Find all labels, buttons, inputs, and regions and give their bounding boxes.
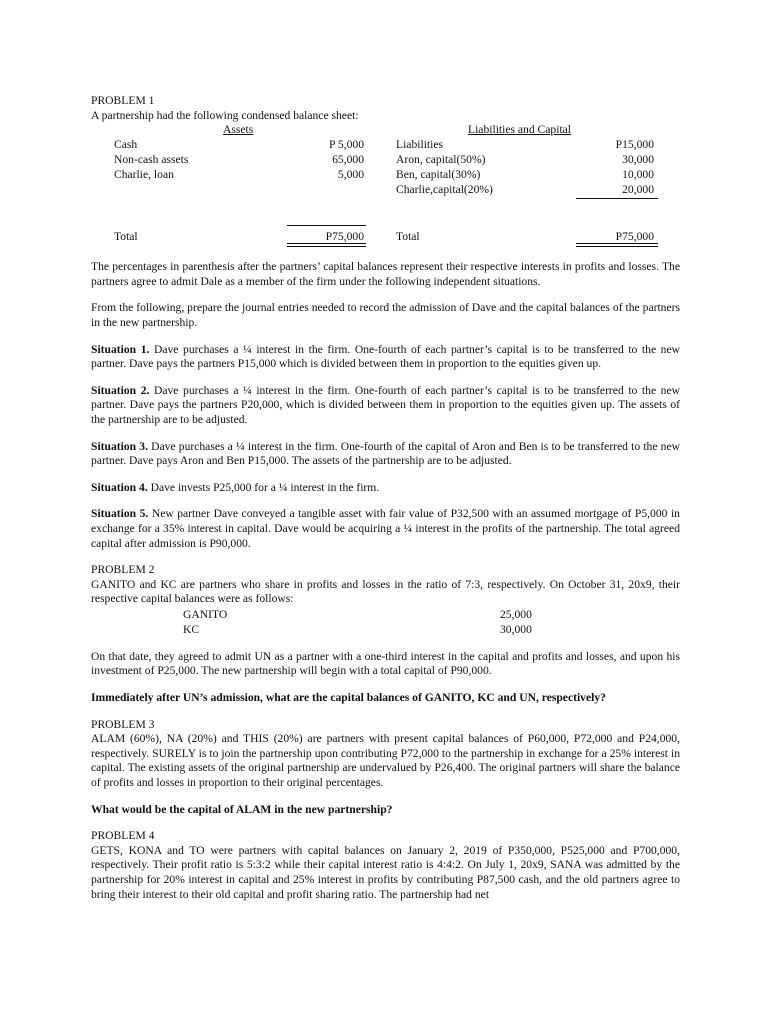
situation-1: [91, 343, 680, 372]
assets-total: P75,000: [325, 230, 364, 244]
situation-text: Dave purchases a ¼ interest in the firm. One-fourth of each partner’s capital is to be transferred to the new partner. Dave pays the partners P15,000 which is divided between them in proportion to the equities given up.: [91, 342, 680, 371]
liability-value: 30,000: [622, 153, 654, 167]
asset-label: Charlie, loan: [114, 168, 174, 182]
situation-5: [91, 507, 680, 551]
problem3-question: What would be the capital of ALAM in the new partnership?: [91, 802, 393, 816]
situation-text: New partner Dave conveyed a tangible asset with fair value of P32,500 with an assumed mortgage of P5,000 in exchange for a 35% interest in capital. Dave would be acquiring a ¼ interest in the profits of the partnership. The total agreed capital after admission is P90,000.: [91, 507, 680, 550]
liability-label: Ben, capital(30%): [396, 168, 481, 182]
partner-name: GANITO: [183, 607, 228, 621]
situation-label: Situation 4.: [91, 480, 148, 494]
problem4-title: PROBLEM 4: [91, 829, 155, 843]
problem1-para1: The percentages in parenthesis after the partners’ capital balances represent their respective interests in profits and losses. The partners agree to admit Dale as a member of the firm under the following independent situations.: [91, 260, 680, 288]
situation-3: [91, 440, 680, 469]
liabilities-header: Liabilities and Capital: [468, 123, 572, 137]
problem1-title: PROBLEM 1: [91, 94, 155, 107]
situation-2: [91, 384, 680, 428]
partner-name: KC: [183, 622, 200, 636]
asset-value: 65,000: [332, 153, 364, 167]
liab-double-rule: [576, 243, 658, 247]
problem2-title: PROBLEM 2: [91, 563, 155, 577]
liability-label: Charlie,capital(20%): [396, 183, 493, 197]
partner-capital: 25,000: [500, 607, 532, 621]
situation-4: [91, 481, 680, 496]
liability-label: Aron, capital(50%): [396, 153, 486, 167]
problem2-para: On that date, they agreed to admit UN as a partner with a one-third interest in the capital and profits and losses, and upon his investment of P25,000. The new partnership will begin with a total capital of P90,000.: [91, 649, 680, 678]
situation-text: Dave invests P25,000 for a ¼ interest in the firm.: [147, 480, 380, 494]
situation-text: Dave purchases a ¼ interest in the firm. One-fourth of each partner’s capital is to be transferred to the new partner. Dave pays the partners P20,000, which is divided between them in proportion to the equities given up. The assets of the partnership are to be adjusted.: [91, 383, 680, 426]
problem1-intro: A partnership had the following condensed balance sheet:: [91, 108, 359, 122]
problem3-title: PROBLEM 3: [91, 717, 155, 731]
liability-label: Liabilities: [396, 138, 444, 152]
asset-label: Non-cash assets: [114, 153, 189, 167]
liab-total-label: Total: [396, 230, 420, 244]
situation-label: Situation 5.: [91, 507, 149, 521]
situation-label: Situation 1.: [91, 342, 150, 356]
asset-value: P 5,000: [328, 138, 364, 152]
assets-double-rule: [287, 243, 366, 247]
situation-label: Situation 2.: [91, 383, 150, 397]
capital-balances: [91, 607, 680, 639]
asset-label: Cash: [114, 138, 138, 152]
situation-text: Dave purchases a ¼ interest in the firm. One-fourth of the capital of Aron and Ben is to be transferred to the new partner. Dave pays Aron and Ben P15,000. The assets of the partnership are to be adjusted.: [91, 439, 680, 468]
liability-value: 10,000: [622, 168, 654, 182]
liab-total-rule: [576, 198, 658, 199]
problem3-para: ALAM (60%), NA (20%) and THIS (20%) are partners with present capital balances of P60,000, P72,000 and P24,000, respectively. SURELY is to join the partnership upon contributing P72,000 to the partnership in exchange for a 25% interest in capital. The existing assets of the original partnership are undervalued by P26,400. The original partners will share the balance of profits and losses in proportion to their original percentages.: [91, 732, 680, 790]
balance-sheet: [91, 123, 680, 245]
assets-total-rule: [287, 225, 366, 226]
problem2-intro: GANITO and KC are partners who share in profits and losses in the ratio of 7:3, respectively. On October 31, 20x9, their respective capital balances were as follows:: [91, 577, 680, 606]
liability-value: P15,000: [615, 138, 654, 152]
liability-value: 20,000: [622, 183, 654, 197]
situation-label: Situation 3.: [91, 439, 148, 453]
problem1-para2: From the following, prepare the journal entries needed to record the admission of Dave and the capital balances of the partners in the new partnership.: [91, 301, 680, 329]
problem4-para: GETS, KONA and TO were partners with capital balances on January 2, 2019 of P350,000, P525,000 and P700,000, respectively. Their profit ratio is 5:3:2 while their capital interest ratio is 4:4:2. On July 1, 20x9, SANA was admitted by the partnership for 20% interest in capital and 25% interest in profits by contributing P87,500 cash, and the old partners agree to bring their interest to their old capital and profit sharing ratio. The partnership had net: [91, 843, 680, 901]
document-page: [91, 94, 680, 902]
partner-capital: 30,000: [500, 622, 532, 636]
liab-total: P75,000: [615, 230, 654, 244]
assets-total-label: Total: [114, 230, 138, 244]
assets-header: Assets: [223, 123, 254, 137]
asset-value: 5,000: [337, 168, 364, 182]
problem2-question: Immediately after UN’s admission, what are the capital balances of GANITO, KC and UN, respectively?: [91, 691, 606, 705]
